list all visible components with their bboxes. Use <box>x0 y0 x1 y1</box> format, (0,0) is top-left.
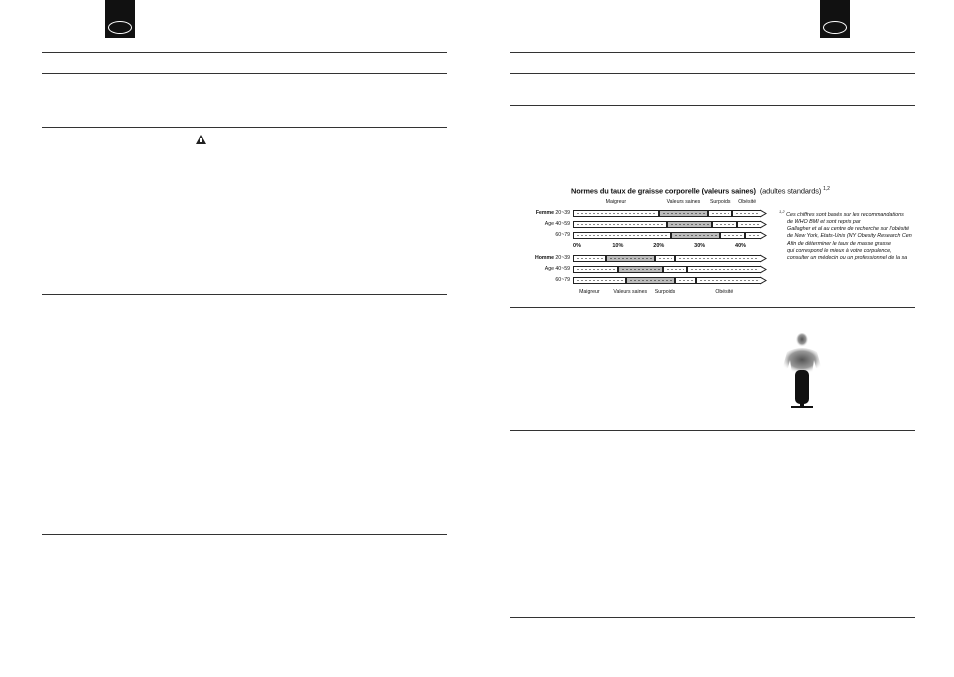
bar-segment-dots <box>711 213 730 214</box>
x-tick-label: 20% <box>653 243 665 249</box>
bar-arrow-head <box>760 276 768 285</box>
top-category-label: Obésité <box>738 199 757 205</box>
bar-segment <box>667 221 712 228</box>
bar-segment-dots <box>609 258 652 259</box>
top-category-label: Surpoids <box>709 199 731 205</box>
bar-segment <box>626 277 675 284</box>
row-label-age: 20~39 <box>555 255 570 261</box>
row-label-age: 20~39 <box>555 210 570 216</box>
bar-segment-dots <box>670 224 709 225</box>
bar-segment <box>659 210 708 217</box>
rule-left-2 <box>42 73 447 74</box>
bar-segment-dots <box>740 224 759 225</box>
bar-arrow-head <box>760 254 768 263</box>
bottom-category-label: Obésité <box>715 289 734 295</box>
row-label <box>520 221 570 227</box>
bar-segment-dots <box>576 269 615 270</box>
bar-arrow-line <box>760 221 766 228</box>
bar-segment <box>573 266 618 273</box>
x-tick-label: 10% <box>612 243 624 249</box>
footnote-line-1: de WHO BMI et sont repris par <box>787 219 861 225</box>
chart-subtitle: (adultes standards) <box>759 186 822 196</box>
footnote-line-4: Afin de déterminer le taux de masse grasse <box>787 240 891 247</box>
body-silhouette-illustration <box>778 330 826 414</box>
bottom-category-label: Valeurs saines <box>613 289 648 295</box>
bar-segment <box>655 255 675 262</box>
row-label-prefix: Femme <box>535 210 556 216</box>
row-label-prefix: Age <box>544 266 556 272</box>
bar-segment <box>708 210 733 217</box>
rule-left-4 <box>42 294 447 295</box>
row-label <box>520 210 570 216</box>
bar-segment-dots <box>658 258 672 259</box>
bar-segment-dots <box>621 269 660 270</box>
bar-segment-dots <box>678 280 692 281</box>
top-category-label: Maigreur <box>605 199 627 205</box>
bar-segment-obese <box>696 277 761 284</box>
bar-segment-obese <box>675 255 761 262</box>
bar-segment-dots <box>735 213 759 214</box>
rule-right-6 <box>510 617 915 618</box>
bar-segment-dots <box>674 235 717 236</box>
language-tab-right <box>820 0 850 38</box>
bar-segment <box>573 221 667 228</box>
bar-segment-dots <box>715 224 734 225</box>
rule-right-5 <box>510 430 915 431</box>
bar-segment-dots <box>662 213 705 214</box>
bar-segment-dots <box>699 280 759 281</box>
row-label <box>520 266 570 272</box>
row-label-age: 40~59 <box>555 266 570 272</box>
bar-arrow-line <box>760 210 766 217</box>
row-label <box>520 277 570 283</box>
rule-left-1 <box>42 52 447 53</box>
bar-arrow-head <box>760 209 768 218</box>
row-label-prefix: Age <box>544 221 556 227</box>
bar-segment-dots <box>576 235 668 236</box>
row-label-age: 60~79 <box>555 277 570 283</box>
bar-segment <box>606 255 655 262</box>
rule-right-4 <box>510 307 915 308</box>
bottom-category-label: Surpoids <box>654 289 676 295</box>
row-label <box>520 255 570 261</box>
bar-arrow-head <box>760 231 768 240</box>
bar-segment <box>573 210 659 217</box>
chart-title-superscript: 1,2 <box>823 186 830 192</box>
bar-arrow-line <box>760 277 766 284</box>
bar-segment <box>663 266 688 273</box>
bar-segment <box>618 266 663 273</box>
footnote-line-2: Gallagher et al au centre de recherche sur l'obésité <box>787 226 910 233</box>
bar-arrow-head <box>760 220 768 229</box>
chart-footnote <box>779 208 912 262</box>
footnote-line-3: de New York, Etats-Unis (NY Obesity Research Cen <box>787 233 912 240</box>
x-tick-label: 40% <box>735 243 747 249</box>
bar-segment <box>671 232 720 239</box>
bar-segment-dots <box>576 213 656 214</box>
bar-segment-dots <box>576 224 664 225</box>
bar-segment-dots <box>678 258 759 259</box>
bar-segment-obese <box>732 210 761 217</box>
x-tick-label: 0% <box>573 243 581 249</box>
row-label <box>520 232 570 238</box>
bar-arrow-head <box>760 265 768 274</box>
bottom-category-label: Maigreur <box>579 289 600 295</box>
rule-left-3 <box>42 127 447 128</box>
bar-segment <box>573 255 606 262</box>
bar-arrow-line <box>760 255 766 262</box>
bar-segment-obese <box>737 221 761 228</box>
bar-segment-dots <box>723 235 742 236</box>
language-tab-left <box>105 0 135 38</box>
bar-segment-dots <box>576 258 603 259</box>
footnote-line-0-text: Ces chiffres sont basés sur les recommandations <box>786 211 904 218</box>
rule-right-1 <box>510 52 915 53</box>
bar-segment-dots <box>666 269 685 270</box>
bar-segment-dots <box>629 280 672 281</box>
chart-title-text: Normes du taux de graisse corporelle (valeurs saines) <box>571 186 756 196</box>
bar-segment <box>675 277 695 284</box>
bar-segment <box>720 232 745 239</box>
bar-segment <box>573 232 671 239</box>
bar-segment-dots <box>690 269 759 270</box>
footnote-line-0 <box>779 208 912 219</box>
bar-segment <box>712 221 737 228</box>
rule-left-5 <box>42 534 447 535</box>
chart-title <box>571 186 830 195</box>
bar-segment-dots <box>576 280 623 281</box>
bar-segment <box>573 277 626 284</box>
x-tick-label: 30% <box>694 243 706 249</box>
warning-icon <box>196 135 206 144</box>
row-label-prefix: Homme <box>534 255 556 261</box>
bar-segment-dots <box>748 235 759 236</box>
row-label-age: 40~59 <box>555 221 570 227</box>
bar-arrow-line <box>760 266 766 273</box>
language-oval-right <box>823 21 847 34</box>
bar-segment-obese <box>745 232 761 239</box>
bar-segment-obese <box>687 266 761 273</box>
rule-right-2 <box>510 73 915 74</box>
language-oval-left <box>108 21 132 34</box>
footnote-superscript: 1,2 <box>779 209 785 214</box>
rule-right-3 <box>510 105 915 106</box>
footnote-line-6: consulter un médecin ou un professionnel de la sa <box>787 255 908 262</box>
footnote-line-5: qui correspond le mieux à votre corpulence, <box>787 247 892 254</box>
bar-arrow-line <box>760 232 766 239</box>
row-label-age: 60~79 <box>555 232 570 238</box>
top-category-label: Valeurs saines <box>666 199 701 205</box>
